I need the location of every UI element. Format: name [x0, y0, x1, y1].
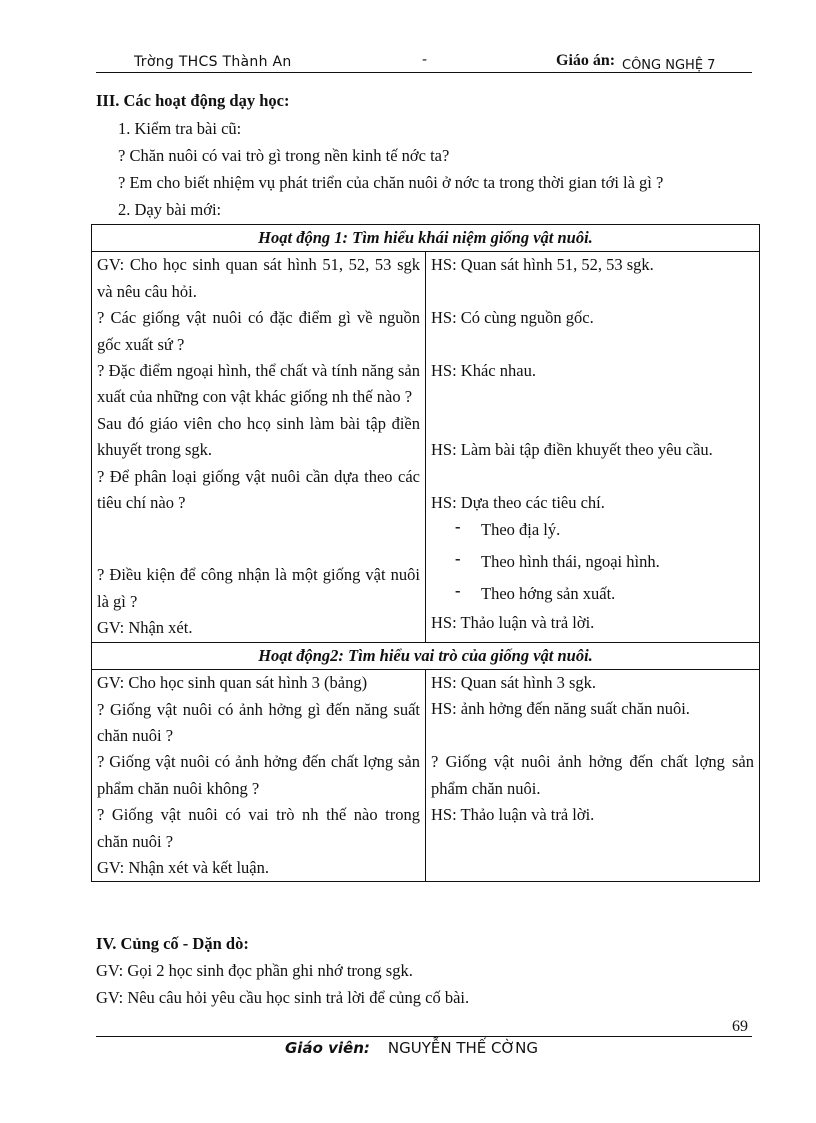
activity-2-title: Hoạt động2: Tìm hiểu vai trò của giống vật nuôi. — [92, 642, 760, 669]
student-line: HS: Thảo luận và trả lời. — [431, 805, 595, 825]
student-line: ? Giống vật nuôi ảnh hởng đến chất lợng sản phẩm chăn nuôi. — [431, 752, 754, 798]
teacher-line: ? Để phân loại giống vật nuôi cần dựa theo các tiêu chí nào ? — [97, 466, 420, 513]
footer-rule — [96, 1036, 752, 1037]
review-question-2: ? Em cho biết nhiệm vụ phát triển của chăn nuôi ở nớc ta trong thời gian tới là gì ? — [118, 173, 664, 192]
student-line: HS: Quan sát hình 51, 52, 53 sgk. — [431, 255, 654, 275]
bullet-mark: - — [455, 581, 461, 601]
criteria-item: - Theo hình thái, ngoại hình. — [431, 546, 754, 578]
teacher-line: ? Điều kiện để công nhận là một giống vật nuôi là gì ? — [97, 565, 420, 611]
section-3-title: III. Các hoạt động dạy học: — [96, 91, 290, 110]
student-column — [426, 252, 760, 642]
teacher-line: ? Đặc điểm ngoại hình, thể chất và tính năng sản xuất của những con vật khác giống nh thế nào ? — [97, 361, 420, 407]
student-line: HS: Dựa theo các tiêu chí. — [431, 493, 605, 513]
criteria-item: - Theo hớng sản xuất. — [431, 578, 754, 610]
bullet-mark: - — [455, 549, 461, 569]
lesson-plan-label: Giáo án: — [556, 52, 616, 69]
teacher-line: Sau đó giáo viên cho hcọ sinh làm bài tập điền khuyết trong sgk. — [97, 413, 420, 460]
page-footer — [285, 1039, 685, 1063]
student-column — [426, 670, 760, 882]
header-rule — [96, 72, 752, 73]
teacher-line: ? Giống vật nuôi có vai trò nh thế nào trong chăn nuôi ? — [97, 805, 420, 851]
teacher-column — [92, 670, 426, 882]
criteria-item: - Theo địa lý. — [431, 514, 754, 546]
review-heading: 1. Kiểm tra bài cũ: — [118, 119, 242, 138]
student-line: HS: Quan sát hình 3 sgk. — [431, 673, 596, 693]
activity-1-header-row — [92, 225, 760, 252]
student-line: HS: ảnh hởng đến năng suất chăn nuôi. — [431, 699, 690, 719]
consolidation-line-1: GV: Gọi 2 học sinh đọc phần ghi nhớ trong sgk. — [96, 961, 413, 980]
student-line: HS: Thảo luận và trả lời. — [431, 613, 595, 633]
student-line: HS: Làm bài tập điền khuyết theo yêu cầu. — [431, 440, 713, 460]
review-question-1: ? Chăn nuôi có vai trò gì trong nền kinh tế nớc ta? — [118, 146, 450, 165]
teacher-column — [92, 252, 426, 642]
student-line: HS: Khác nhau. — [431, 361, 536, 381]
subject-name: CÔNG NGHỆ 7 — [622, 58, 716, 73]
student-line: HS: Có cùng nguồn gốc. — [431, 308, 594, 328]
page-number: 69 — [732, 1018, 748, 1035]
activity-1-title: Hoạt động 1: Tìm hiểu khái niệm giống vật nuôi. — [92, 225, 760, 252]
lesson-table — [91, 224, 760, 882]
activity-1-body-row — [92, 252, 760, 642]
teacher-line: GV: Nhận xét. — [97, 618, 193, 638]
section-4-title: IV. Củng cố - Dặn dò: — [96, 934, 249, 953]
spacer — [97, 516, 420, 562]
teacher-line: GV: Cho học sinh quan sát hình 3 (bảng) — [97, 673, 368, 693]
activity-2-header-row — [92, 642, 760, 669]
activity-2-body-row — [92, 670, 760, 882]
school-name: Trờng THCS Thành An — [134, 54, 292, 70]
teacher-line: GV: Nhận xét và kết luận. — [97, 857, 269, 877]
teacher-line: ? Giống vật nuôi có ảnh hởng gì đến năng suất chăn nuôi ? — [97, 699, 420, 745]
teacher-line: ? Các giống vật nuôi có đặc điểm gì về nguồn gốc xuất sứ ? — [97, 308, 420, 354]
teacher-label: Giáo viên: — [285, 1039, 370, 1057]
header-separator: - — [422, 52, 428, 68]
teacher-line: ? Giống vật nuôi có ảnh hởng đến chất lợng sản phẩm chăn nuôi không ? — [97, 752, 420, 798]
teacher-name: NGUYỄN THẾ CỜNG — [387, 1039, 539, 1057]
teacher-line: GV: Cho học sinh quan sát hình 51, 52, 53 sgk và nêu câu hỏi. — [97, 255, 420, 301]
bullet-mark: - — [455, 517, 461, 537]
consolidation-line-2: GV: Nêu câu hỏi yêu cầu học sinh trả lời để củng cố bài. — [96, 988, 470, 1007]
new-lesson-heading: 2. Dạy bài mới: — [118, 200, 222, 219]
